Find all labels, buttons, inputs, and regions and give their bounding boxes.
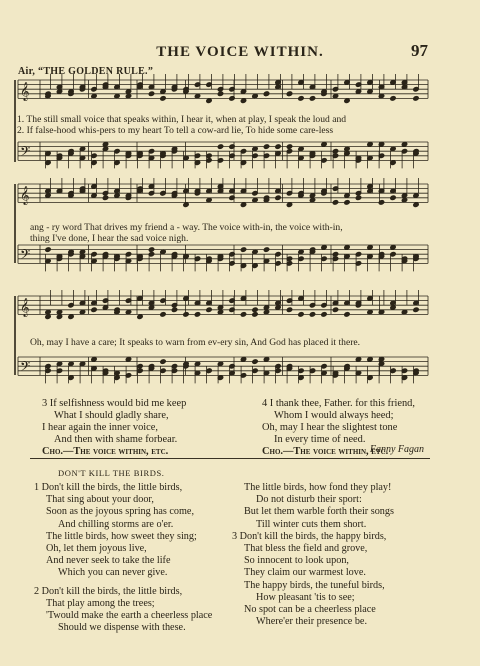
note-head — [413, 202, 419, 207]
poem-line: 'Twould make the earth a cheerless place — [46, 610, 213, 622]
note-head — [298, 249, 304, 254]
note-head — [344, 312, 350, 317]
poem-line: And never seek to take the life — [46, 555, 171, 567]
note-head — [390, 96, 396, 101]
note-head — [367, 89, 373, 94]
poem-line: Which you can never give. — [58, 567, 168, 579]
note-head — [286, 144, 292, 149]
note-head — [263, 357, 269, 362]
note-head — [263, 247, 269, 252]
note-head — [298, 146, 304, 151]
note-head — [68, 361, 74, 366]
note-head — [206, 307, 212, 312]
stanza-line: And then with shame forbear. — [54, 434, 178, 445]
note-head — [240, 312, 246, 317]
note-head — [79, 249, 85, 254]
note-head — [160, 249, 166, 254]
note-head — [125, 89, 131, 94]
note-head — [252, 146, 258, 151]
note-head — [137, 314, 143, 319]
lyric-line-verse2: 2. If false-hood whis-pers to my heart To tell a cow-ard lie, To hide some care-less — [17, 125, 334, 136]
note-head — [91, 357, 97, 362]
note-head — [91, 307, 97, 312]
note-head — [160, 96, 166, 101]
treble-clef-icon: 𝄞 — [20, 81, 30, 101]
note-head — [114, 193, 120, 198]
note-head — [91, 93, 97, 98]
note-head — [355, 89, 361, 94]
note-head — [401, 142, 407, 147]
poem-line: That play among the trees; — [46, 597, 155, 609]
poem-line: Till winter cuts them short. — [256, 518, 367, 530]
note-head — [275, 195, 281, 200]
poem-line: How pleasant 'tis to see; — [256, 591, 355, 603]
note-head — [390, 146, 396, 151]
chorus-ref: Cho.—The voice within, etc. — [42, 446, 169, 457]
note-head — [102, 146, 108, 151]
note-head — [217, 305, 223, 310]
note-head — [125, 309, 131, 314]
note-head — [263, 305, 269, 310]
note-head — [390, 195, 396, 200]
note-head — [240, 357, 246, 362]
note-head — [367, 142, 373, 147]
poem-line: Should we dispense with these. — [58, 622, 186, 634]
note-head — [275, 305, 281, 310]
note-head — [171, 307, 177, 312]
poem-line: But let them warble forth their songs — [244, 506, 394, 518]
note-head — [45, 193, 51, 198]
note-head — [160, 312, 166, 317]
note-head — [263, 91, 269, 96]
note-head — [194, 361, 200, 366]
lyric-line-verse1: 1. The still small voice that speaks within, I hear it, when at play, I speak the loud and — [17, 114, 347, 125]
poem-column-left — [34, 482, 212, 634]
note-head — [344, 146, 350, 151]
lyric-line-refrain: Oh, may I have a care; It speaks to warn from ev-ery sin, And God has placed it there. — [30, 337, 361, 348]
note-head — [332, 307, 338, 312]
note-head — [286, 202, 292, 207]
note-head — [229, 96, 235, 101]
note-head — [148, 91, 154, 96]
note-head — [79, 309, 85, 314]
note-head — [344, 193, 350, 198]
note-head — [240, 89, 246, 94]
lyric-line-verse2-cont: thing I've done, I hear the sad voice nigh. — [30, 233, 189, 244]
poem-line: 1 Don't kill the birds, the little birds, — [34, 482, 183, 493]
treble-clef-icon: 𝄞 — [20, 185, 30, 205]
note-head — [401, 197, 407, 202]
note-head — [401, 309, 407, 314]
note-head — [79, 361, 85, 366]
poem-line: 2 Don't kill the birds, the little birds, — [34, 585, 183, 597]
note-head — [355, 357, 361, 362]
note-head — [252, 197, 258, 202]
stanza-line: In every time of need. — [274, 434, 366, 445]
chorus-ref: Cho.—The voice within, etc. — [262, 446, 389, 457]
note-head — [321, 312, 327, 317]
stanza-line: Whom I would always heed; — [274, 410, 394, 421]
note-head — [56, 314, 62, 319]
poem-line: No spot can be a cheerless place — [244, 604, 376, 616]
note-head — [286, 307, 292, 312]
note-head — [45, 314, 51, 319]
note-head — [367, 309, 373, 314]
poem-title: DON'T KILL THE BIRDS. — [58, 468, 165, 478]
note-head — [390, 245, 396, 250]
poem-line: 3 Don't kill the birds, the happy birds, — [232, 530, 387, 542]
note-head — [45, 247, 51, 252]
note-head — [102, 195, 108, 200]
note-head — [413, 193, 419, 198]
note-head — [114, 93, 120, 98]
note-head — [183, 312, 189, 317]
note-head — [344, 200, 350, 205]
note-head — [309, 312, 315, 317]
poem-line: Soon as the joyous spring has come, — [46, 506, 194, 518]
note-head — [309, 193, 315, 198]
note-head — [413, 307, 419, 312]
note-head — [217, 309, 223, 314]
note-head — [217, 361, 223, 366]
note-head — [344, 98, 350, 103]
note-head — [79, 146, 85, 151]
note-head — [355, 195, 361, 200]
poem-line: The happy birds, the tuneful birds, — [244, 579, 385, 591]
note-head — [413, 96, 419, 101]
note-head — [160, 89, 166, 94]
note-head — [102, 142, 108, 147]
author-credit: Fanny Fagan — [369, 444, 424, 455]
note-head — [217, 144, 223, 149]
note-head — [344, 245, 350, 250]
note-head — [56, 309, 62, 314]
note-head — [252, 93, 258, 98]
stanza-line: 4 I thank thee, Father. for this friend, — [262, 398, 415, 409]
page-number: 97 — [411, 41, 428, 60]
note-head — [401, 193, 407, 198]
stanza-line: What I should gladly share, — [54, 410, 169, 421]
note-head — [240, 202, 246, 207]
note-head — [148, 247, 154, 252]
note-head — [56, 89, 62, 94]
bass-clef-icon: 𝄢 — [20, 246, 31, 266]
note-head — [298, 312, 304, 317]
note-head — [91, 193, 97, 198]
note-head — [332, 200, 338, 205]
treble-clef-icon: 𝄞 — [20, 297, 30, 317]
note-head — [240, 98, 246, 103]
poem-line: Oh, let them joyous live, — [46, 543, 147, 555]
poem-line: Do not disturb their sport: — [256, 494, 362, 506]
note-head — [309, 197, 315, 202]
note-head — [194, 312, 200, 317]
note-head — [298, 96, 304, 101]
note-head — [160, 359, 166, 364]
note-head — [45, 309, 51, 314]
bass-clef-icon: 𝄢 — [20, 358, 31, 378]
note-head — [332, 93, 338, 98]
poem-line: So innocent to look upon, — [244, 555, 349, 567]
poem-line: Where'er their presence be. — [256, 616, 367, 628]
note-head — [252, 312, 258, 317]
stanza-3 — [42, 398, 186, 458]
note-head — [194, 93, 200, 98]
poem-line: The little birds, how sweet they sing; — [46, 530, 197, 542]
poem-line: That bless the field and grove, — [244, 543, 368, 555]
note-head — [367, 245, 373, 250]
poem-line: And chilling storms are o'er. — [58, 518, 174, 530]
note-head — [125, 93, 131, 98]
stanza-line: Oh, may I hear the slightest tone — [262, 422, 398, 433]
note-head — [148, 305, 154, 310]
stanza-line: 3 If selfishness would bid me keep — [42, 398, 187, 409]
poem-line: That sing about your door, — [46, 494, 154, 506]
note-head — [125, 357, 131, 362]
note-head — [252, 359, 258, 364]
poem-line: They claim our warmest love. — [244, 567, 366, 579]
note-head — [56, 361, 62, 366]
page-title: THE VOICE WITHIN. — [156, 44, 324, 60]
note-head — [263, 309, 269, 314]
note-head — [68, 314, 74, 319]
note-head — [217, 91, 223, 96]
note-head — [252, 249, 258, 254]
note-head — [183, 202, 189, 207]
note-head — [206, 98, 212, 103]
note-head — [252, 307, 258, 312]
section-divider — [30, 458, 430, 459]
note-head — [321, 142, 327, 147]
note-head — [102, 305, 108, 310]
note-head — [240, 247, 246, 252]
poem-column-right — [232, 482, 394, 628]
note-head — [275, 144, 281, 149]
poem-line: The little birds, how fond they play! — [244, 482, 392, 493]
note-head — [321, 245, 327, 250]
note-head — [263, 144, 269, 149]
stanza-line: I hear again the inner voice, — [42, 422, 158, 433]
lyric-line-verse1-cont: ang - ry word That drives my friend a - way. The voice with-in, the voice with-in, — [30, 222, 343, 233]
note-head — [367, 357, 373, 362]
note-head — [309, 96, 315, 101]
note-head — [206, 197, 212, 202]
bass-clef-icon: 𝄢 — [20, 143, 31, 163]
note-head — [286, 91, 292, 96]
tune-name: Air, “THE GOLDEN RULE.” — [18, 66, 154, 77]
note-head — [390, 305, 396, 310]
